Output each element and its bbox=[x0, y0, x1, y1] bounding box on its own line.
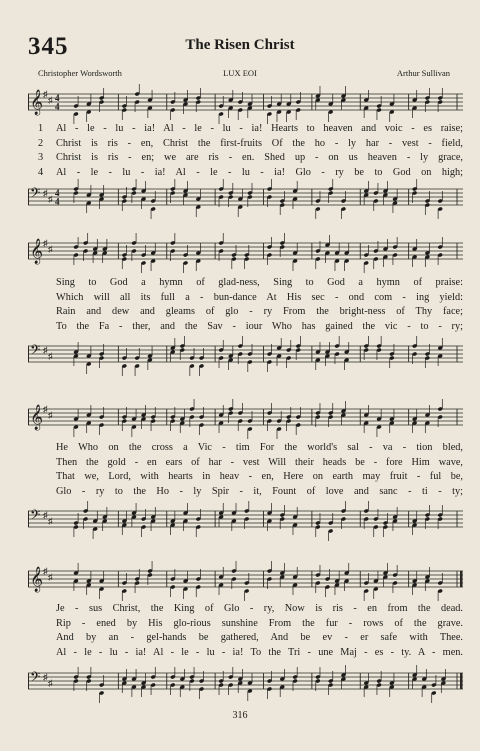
lyric-text: That we, Lord, with hearts in heav - en, Here on earth may fruit - ful be, bbox=[56, 471, 463, 482]
lyric-line bbox=[38, 646, 463, 661]
sharp-icon: ♯ bbox=[48, 244, 53, 254]
lyric-text: Rain and dew and gleams of glo - ry From the bright-ness of Thy face; bbox=[56, 306, 463, 317]
tune-name: LUX EOI bbox=[223, 68, 257, 78]
author-credit: Christopher Wordsworth bbox=[38, 68, 122, 78]
time-signature: 4 bbox=[55, 196, 60, 207]
verse-number bbox=[38, 470, 56, 485]
final-bar-line bbox=[460, 571, 463, 587]
treble-staff bbox=[28, 565, 463, 597]
lyric-line bbox=[38, 137, 463, 152]
sharp-icon: ♯ bbox=[48, 572, 53, 582]
bass-staff bbox=[28, 183, 463, 215]
verse-number bbox=[38, 631, 56, 646]
verse-number bbox=[38, 276, 56, 291]
lyric-text: Al - le - lu - ia! Al - le - lu - ia! Glo - ry be to God on high; bbox=[56, 166, 463, 178]
treble-staff bbox=[28, 403, 463, 435]
hymn-number: 345 bbox=[28, 33, 69, 60]
sharp-icon: ♯ bbox=[48, 410, 53, 420]
time-signature: 4 bbox=[55, 101, 60, 112]
verse-number bbox=[38, 646, 56, 661]
treble-clef-icon: 𝄞 bbox=[30, 90, 44, 115]
sharp-icon: ♯ bbox=[43, 566, 48, 576]
page-number: 316 bbox=[232, 710, 248, 721]
lyric-text: Christ is ris - en; we are ris - en. Shed up - on us heaven - ly grace, bbox=[56, 152, 463, 163]
lyric-line bbox=[38, 617, 463, 632]
verse-number: 4 bbox=[38, 166, 44, 178]
lyric-text: And by an - gel-hands be gathered, And be ev - er safe with Thee. bbox=[56, 632, 463, 643]
composer-credit: Arthur Sullivan bbox=[396, 68, 450, 78]
lyrics-block bbox=[38, 122, 463, 180]
verse-number bbox=[38, 456, 56, 471]
time-signature: 4 bbox=[55, 188, 60, 198]
sharp-icon: ♯ bbox=[43, 89, 48, 99]
treble-clef-icon: 𝄞 bbox=[30, 567, 44, 592]
hymn-title: The Risen Christ bbox=[185, 37, 295, 53]
sharp-icon: ♯ bbox=[43, 188, 48, 198]
verse-number bbox=[38, 305, 56, 320]
lyrics-block bbox=[38, 441, 463, 499]
lyric-text: Al - le - lu - ia! Al - le - lu - ia! Hearts to heaven and voic - es raise; bbox=[56, 123, 463, 134]
lyric-text: Rip - ened by His glo-rious sunshine From the fur - rows of the grave. bbox=[56, 617, 463, 629]
verse-number: 1 bbox=[38, 123, 44, 134]
sharp-icon: ♯ bbox=[48, 194, 53, 204]
lyric-text: Then the gold - en ears of har - vest Will their heads be - fore Him wave, bbox=[56, 456, 463, 468]
sharp-icon: ♯ bbox=[43, 238, 48, 248]
sharp-icon: ♯ bbox=[43, 672, 48, 682]
lyric-text: Glo - ry to the Ho - ly Spir - it, Fount of love and sanc - ti - ty; bbox=[56, 485, 463, 497]
lyric-text: Which will all its full a - bun-dance At His sec - ond com - ing yield: bbox=[56, 291, 463, 303]
lyric-line bbox=[38, 485, 463, 500]
verse-number bbox=[38, 291, 56, 306]
lyric-line bbox=[38, 166, 463, 181]
sharp-icon: ♯ bbox=[48, 95, 53, 105]
verse-number bbox=[38, 602, 56, 617]
treble-staff bbox=[28, 237, 463, 269]
sharp-icon: ♯ bbox=[43, 345, 48, 355]
lyric-line bbox=[38, 151, 463, 166]
verse-number bbox=[38, 485, 56, 500]
bass-staff bbox=[28, 667, 463, 699]
lyric-text: Christ is ris - en, Christ the first-fruits Of the ho - ly har - vest - field, bbox=[56, 137, 463, 149]
verse-number bbox=[38, 617, 56, 632]
bass-clef-icon: 𝄢 bbox=[30, 507, 41, 526]
lyric-line bbox=[38, 631, 463, 646]
sharp-icon: ♯ bbox=[48, 351, 53, 361]
sharp-icon: ♯ bbox=[48, 678, 53, 688]
lyric-line bbox=[38, 276, 463, 291]
lyric-text: Sing to God a hymn of glad-ness, Sing to God a hymn of praise: bbox=[56, 277, 463, 288]
verse-number bbox=[38, 320, 56, 335]
verse-number bbox=[38, 441, 56, 456]
sharp-icon: ♯ bbox=[48, 516, 53, 526]
bass-clef-icon: 𝄢 bbox=[30, 342, 41, 361]
lyric-line bbox=[38, 320, 463, 335]
lyric-line bbox=[38, 441, 463, 456]
lyric-line bbox=[38, 456, 463, 471]
bass-staff bbox=[28, 505, 463, 537]
treble-clef-icon: 𝄞 bbox=[30, 405, 44, 430]
lyric-text: Al - le - lu - ia! Al - le - lu - ia! To the Tri - une Maj - es - ty. A - men. bbox=[56, 646, 463, 658]
lyric-text: To the Fa - ther, and the Sav - iour Who has gained the vic - to - ry; bbox=[56, 320, 463, 332]
lyric-text: Je - sus Christ, the King of Glo - ry, Now is ris - en from the dead. bbox=[56, 603, 463, 614]
sharp-icon: ♯ bbox=[43, 510, 48, 520]
lyric-line bbox=[38, 470, 463, 485]
verse-number: 2 bbox=[38, 137, 44, 149]
lyric-line bbox=[38, 122, 463, 137]
lyrics-block bbox=[38, 602, 463, 660]
treble-clef-icon: 𝄞 bbox=[30, 239, 44, 264]
sharp-icon: ♯ bbox=[43, 404, 48, 414]
time-signature: 4 bbox=[55, 93, 60, 103]
bass-staff bbox=[28, 340, 463, 372]
lyric-line bbox=[38, 291, 463, 306]
lyric-line bbox=[38, 602, 463, 617]
lyrics-block bbox=[38, 276, 463, 334]
lyric-text: He Who on the cross a Vic - tim For the world's sal - va - tion bled, bbox=[56, 442, 463, 453]
lyric-line bbox=[38, 305, 463, 320]
final-bar-line bbox=[460, 673, 463, 689]
bass-clef-icon: 𝄢 bbox=[30, 669, 41, 688]
bass-clef-icon: 𝄢 bbox=[30, 185, 41, 204]
treble-staff bbox=[28, 88, 463, 120]
verse-number: 3 bbox=[38, 152, 44, 163]
